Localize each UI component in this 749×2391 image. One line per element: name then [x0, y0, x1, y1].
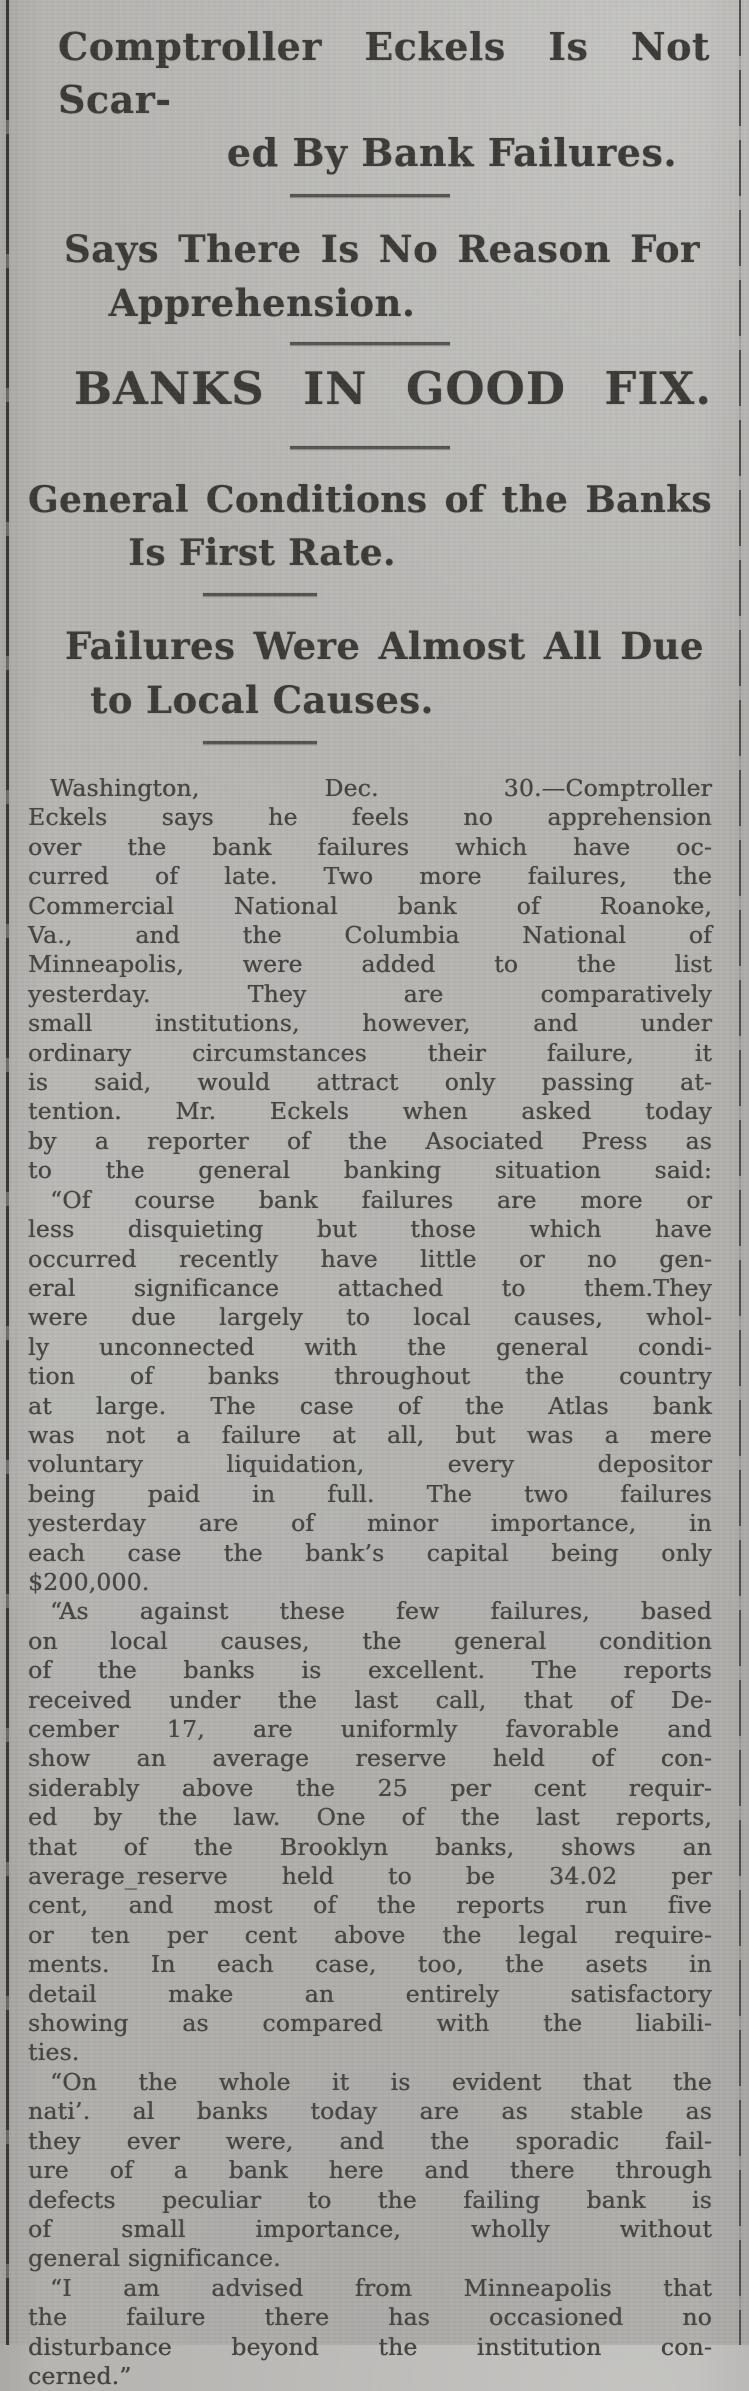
body-line: or ten per cent above the legal require-	[28, 1920, 712, 1949]
body-line: “As against these few failures, based	[50, 1597, 712, 1626]
body-line: at large. The case of the Atlas bank	[28, 1391, 712, 1420]
body-line: tion of banks throughout the country	[28, 1362, 712, 1391]
headline-divider	[203, 741, 317, 745]
headline-divider	[290, 446, 450, 450]
body-line: defects peculiar to the failing bank is	[28, 2185, 712, 2214]
left-column-rule	[6, 0, 9, 2345]
body-line: Minneapolis, were added to the list	[28, 950, 712, 979]
paragraph	[28, 1597, 712, 2068]
body-line: of the banks is excellent. The reports	[28, 1656, 712, 1685]
body-line: ties.	[28, 2038, 80, 2067]
body-line: small institutions, however, and under	[28, 1009, 712, 1038]
body-line: detail make an entirely satisfactory	[28, 1979, 712, 2008]
body-line: the failure there has occasioned no	[28, 2303, 712, 2332]
body-line: Eckels says he feels no apprehension	[28, 803, 712, 832]
headline-divider	[203, 593, 317, 597]
body-line: $200,000.	[28, 1567, 150, 1596]
subheadline-line-2: to Local Causes.	[90, 678, 434, 722]
body-line: showing as compared with the liabili-	[28, 2009, 712, 2038]
body-line: by a reporter of the Asociated Press as	[28, 1126, 712, 1155]
paragraph	[28, 774, 712, 1186]
body-line: cerned.”	[28, 2361, 132, 2390]
body-line: of small importance, wholly without	[28, 2214, 712, 2243]
body-line: eral significance attached to them.They	[28, 1273, 712, 1302]
body-line: tention. Mr. Eckels when asked today	[28, 1097, 712, 1126]
subheadline-line-2: Is First Rate.	[128, 532, 396, 574]
article-column	[28, 0, 712, 2391]
headline-main-line-1: Comptroller Eckels Is Not Scar-	[58, 24, 710, 122]
paragraph	[28, 2068, 712, 2274]
subheadline-local-causes	[28, 619, 712, 727]
body-line: average_reserve held to be 34.02 per	[28, 1862, 712, 1891]
subheadline-line-1: General Conditions of the Banks	[28, 479, 712, 521]
paragraph	[28, 2274, 712, 2391]
body-line: voluntary liquidation, every depositor	[28, 1450, 712, 1479]
body-line: ed by the law. One of the last reports,	[28, 1803, 712, 1832]
subheadline-banks-in-good-fix	[28, 364, 712, 414]
body-line: on local causes, the general condition	[28, 1626, 712, 1655]
body-line: yesterday. They are comparatively	[28, 979, 712, 1008]
body-line: yesterday are of minor importance, in	[28, 1509, 712, 1538]
body-line: “I am advised from Minneapolis that	[50, 2273, 712, 2302]
body-line: “Of course bank failures are more or	[50, 1185, 712, 1214]
body-line: cember 17, are uniformly favorable and	[28, 1715, 712, 1743]
headline-divider	[290, 342, 450, 346]
body-line: is said, would attract only passing at-	[28, 1068, 712, 1097]
body-line: that of the Brooklyn banks, shows an	[28, 1832, 712, 1861]
body-line: were due largely to local causes, whol-	[28, 1303, 712, 1332]
body-line: ordinary circumstances their failure, it	[28, 1038, 712, 1067]
body-line: general significance.	[28, 2244, 281, 2273]
body-line: “On the whole it is evident that the	[50, 2067, 712, 2096]
subheadline-line-2: Apprehension.	[108, 281, 416, 325]
body-line: curred of late. Two more failures, the	[28, 862, 712, 891]
subheadline-general-conditions	[28, 474, 712, 580]
body-line: siderably above the 25 per cent requir-	[28, 1773, 712, 1802]
body-line: being paid in full. The two failures	[28, 1479, 712, 1508]
body-line: Commercial National bank of Roanoke,	[28, 891, 712, 920]
subheadline-line-1: Says There Is No Reason For	[64, 227, 700, 271]
article-body	[28, 774, 712, 2391]
body-line: nati’. al banks today are as stable as	[28, 2097, 712, 2126]
body-line: received under the last call, that of De-	[28, 1685, 712, 1714]
headline-main-line-2: ed By Bank Failures.	[226, 130, 678, 175]
subheadline-line-1: BANKS IN GOOD FIX.	[74, 362, 712, 415]
body-line: Va., and the Columbia National of	[28, 921, 712, 950]
headline-main	[28, 20, 712, 179]
body-line: they ever were, and the sporadic fail-	[28, 2126, 712, 2155]
subheadline-line-1: Failures Were Almost All Due	[65, 624, 704, 668]
headline-divider	[290, 194, 450, 198]
body-line: occurred recently have little or no gen-	[28, 1244, 712, 1273]
subheadline-no-reason	[28, 222, 712, 330]
body-line: ments. In each case, too, the asets in	[28, 1950, 712, 1979]
body-line: less disquieting but those which have	[28, 1215, 712, 1244]
body-line: ly unconnected with the general condi-	[28, 1332, 712, 1361]
body-line: was not a failure at all, but was a mere	[28, 1420, 712, 1449]
right-column-rule	[739, 0, 742, 2345]
body-line: each case the bank’s capital being only	[28, 1538, 712, 1567]
body-line: cent, and most of the reports run five	[28, 1891, 712, 1920]
body-line: Washington, Dec. 30.—Comptroller	[50, 774, 712, 802]
paragraph	[28, 1186, 712, 1598]
body-line: over the bank failures which have oc-	[28, 832, 712, 861]
body-line: ure of a bank here and there through	[28, 2156, 712, 2185]
body-line: to the general banking situation said:	[28, 1156, 712, 1185]
body-line: disturbance beyond the institution con-	[28, 2332, 712, 2361]
body-line: show an average reserve held of con-	[28, 1744, 712, 1773]
